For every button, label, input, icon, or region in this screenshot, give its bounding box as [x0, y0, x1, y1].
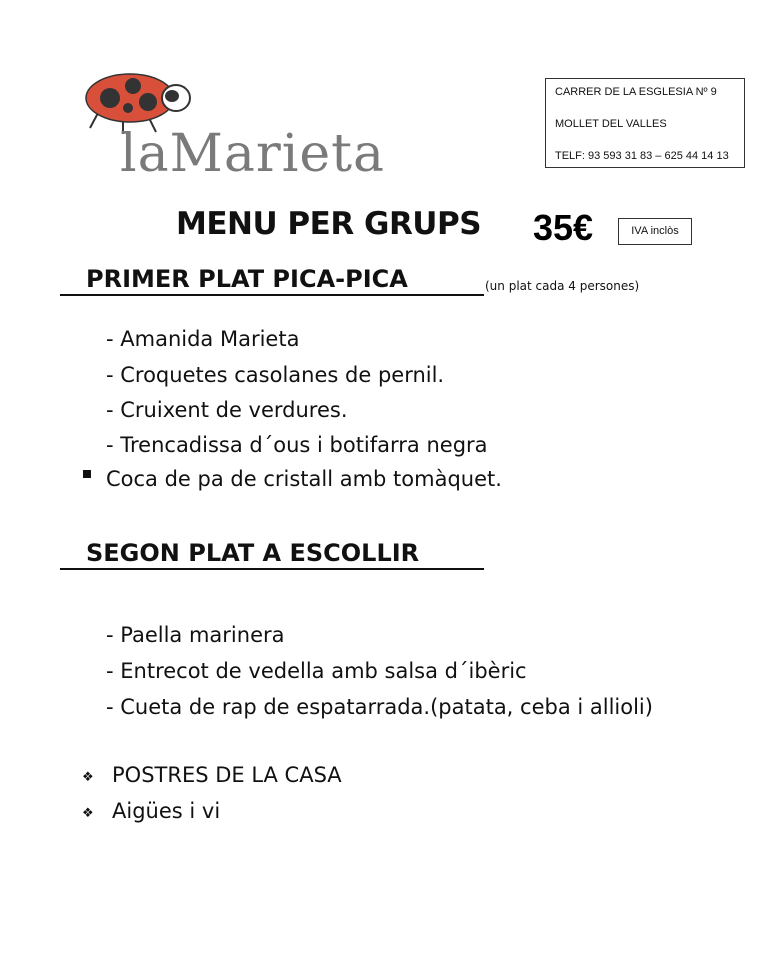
diamond-bullet-icon: ❖ [82, 806, 94, 821]
logo-wordmark: laMarieta [120, 124, 386, 184]
list-item: - Croquetes casolanes de pernil. [106, 363, 445, 387]
price: 35€ [533, 207, 594, 248]
address-phone: TELF: 93 593 31 83 – 625 44 14 13 [555, 150, 729, 162]
list-item: Coca de pa de cristall amb tomàquet. [106, 467, 502, 491]
address-city: MOLLET DEL VALLES [555, 118, 667, 130]
section-note: (un plat cada 4 persones) [485, 279, 640, 293]
list-item: - Entrecot de vedella amb salsa d´ibèric [106, 659, 527, 683]
section-header-first-course [60, 264, 484, 296]
address-box [545, 78, 745, 168]
logo [78, 68, 498, 198]
section-title: PRIMER PLAT PICA-PICA [86, 265, 408, 293]
square-bullet-icon [83, 470, 91, 478]
section-title: SEGON PLAT A ESCOLLIR [86, 539, 420, 567]
list-item: - Trencadissa d´ous i botifarra negra [106, 433, 488, 457]
diamond-bullet-icon: ❖ [82, 770, 94, 785]
list-item: - Cruixent de verdures. [106, 398, 348, 422]
list-item: - Cueta de rap de espatarrada.(patata, ceba i allioli) [106, 695, 653, 719]
page-title: MENU PER GRUPS [176, 206, 482, 242]
section-header-second-course [60, 538, 484, 570]
list-item: Aigües i vi [112, 799, 221, 823]
list-item: - Paella marinera [106, 623, 285, 647]
list-item: POSTRES DE LA CASA [112, 763, 342, 787]
address-street: CARRER DE LA ESGLESIA Nº 9 [555, 86, 717, 98]
vat-note: IVA inclòs [618, 218, 692, 245]
list-item: - Amanida Marieta [106, 327, 300, 351]
